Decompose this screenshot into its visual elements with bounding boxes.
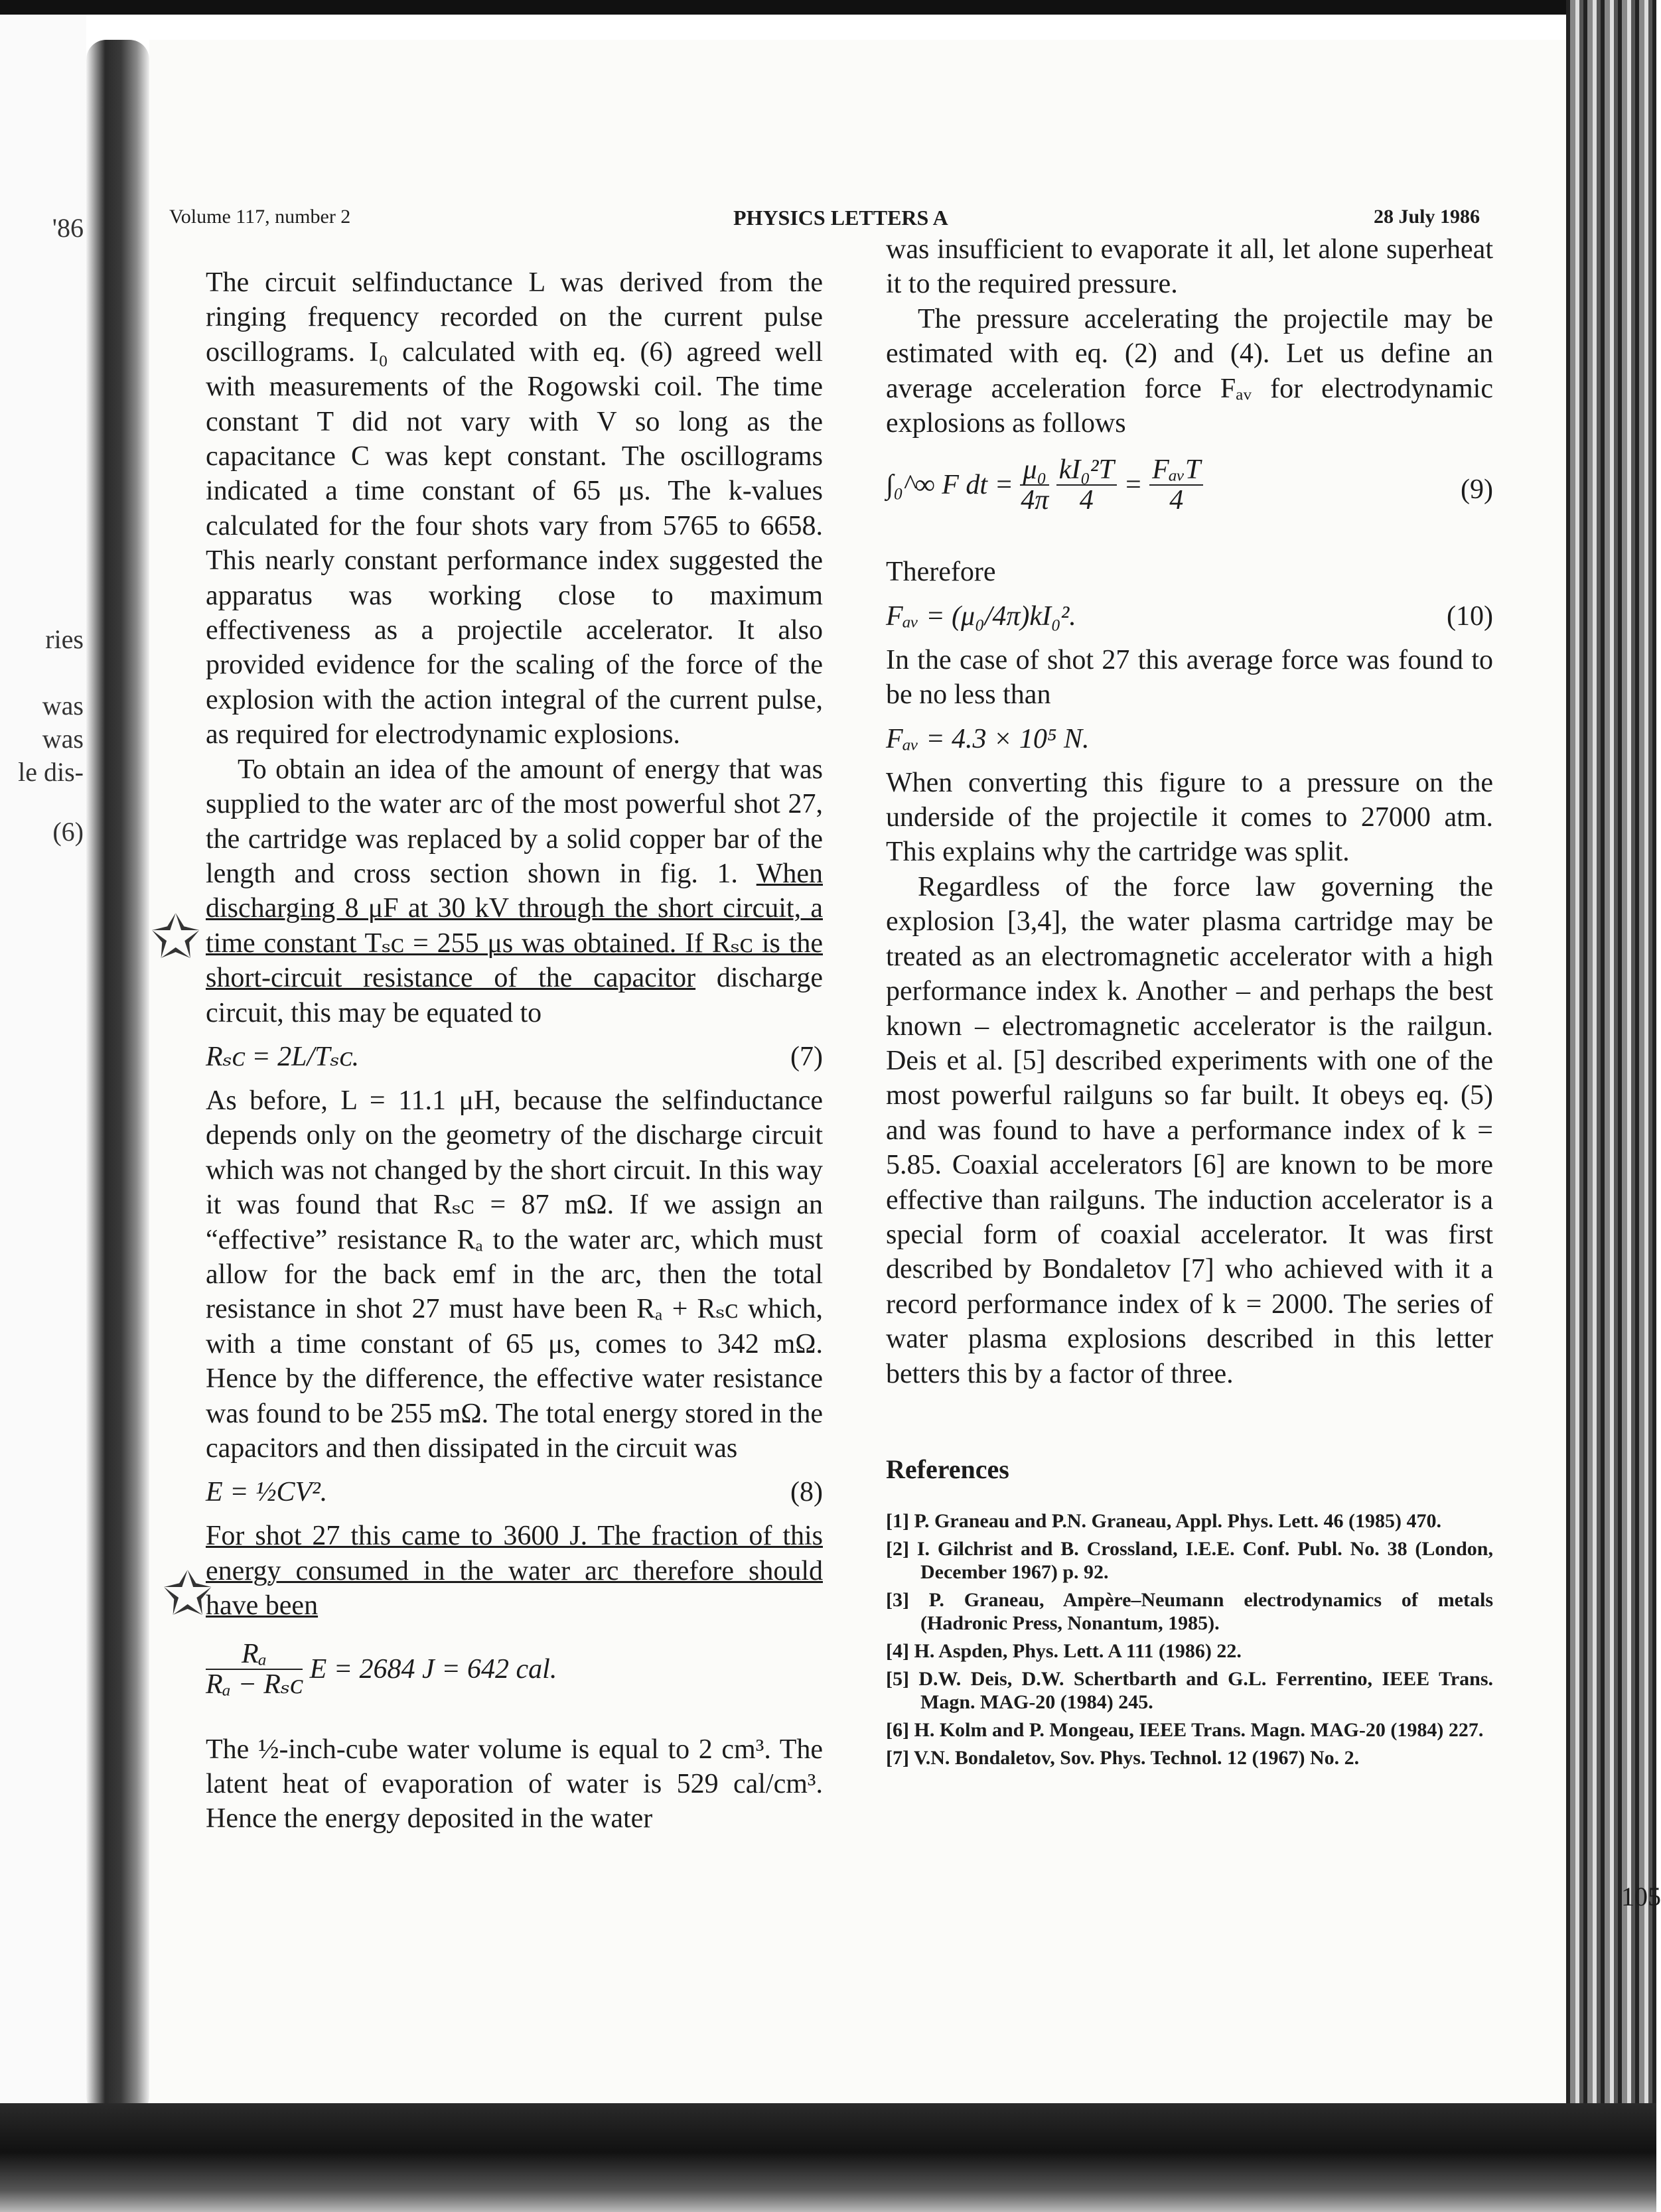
equation-fraction bbox=[206, 1624, 823, 1732]
reference-item: [6] H. Kolm and P. Mongeau, IEEE Trans. Magn. MAG-20 (1984) 227. bbox=[886, 1719, 1484, 1742]
header-journal: PHYSICS LETTERS A bbox=[733, 206, 948, 230]
reference-item: [4] H. Aspden, Phys. Lett. A 111 (1986) 22. bbox=[886, 1640, 1242, 1663]
equation-number: (10) bbox=[1447, 600, 1493, 632]
paragraph: As before, L = 11.1 μH, because the selfinductance depends only on the geometry of the discharge circuit which was not changed by the short circuit. In this way it was found that Rₛᴄ = 87 mΩ. If we assign an “effective” resistance Rₐ to the water arc, which must allow for the back emf in the arc, then the total resistance in shot 27 must have been Rₐ + Rₛᴄ which, with a time constant of 65 μs, comes to 342 mΩ. Hence by the difference, the effective water resistance was found to be 255 mΩ. The total energy stored in the capacitors and then dissipated in the circuit was bbox=[206, 1085, 823, 1464]
paragraph: Regardless of the force law governing the explosion [3,4], the water plasma cartridge may be treated as an electromagnetic accelerator with a high performance index k. Another – and perhaps the best known – electromagnetic accelerator is the railgun. Deis et al. [5] described experiments with one of the most powerful railguns so far built. It obeys eq. (5) and was found to have a performance index of k = 5.85. Coaxial accelerators [6] are known to be more effective than railguns. The induction accelerator is a special form of coaxial accelerator. It was first described by Bondaletov [7] who achieved with it a record performance index of k = 2000. The series of water plasma explosions described in this letter betters this by a factor of three. bbox=[886, 871, 1493, 1389]
paragraph: The pressure accelerating the projectile may be estimated with eq. (2) and (4). Let us define an average acceleration force Fₐᵥ for electrodynamic explosions as follows bbox=[886, 303, 1493, 439]
text-run: discharge circuit, this may be equated to bbox=[206, 963, 824, 1028]
references-list bbox=[886, 1509, 1493, 1769]
paragraph bbox=[206, 1519, 823, 1623]
fraction-numerator: μ₀ bbox=[1020, 455, 1049, 486]
fraction-numerator: kI₀²T bbox=[1056, 455, 1117, 486]
scan-binding-left bbox=[86, 40, 149, 2116]
equation-9 bbox=[886, 441, 1493, 555]
fraction-denominator: 4π bbox=[1021, 485, 1049, 516]
prev-page-fragment: '86 bbox=[52, 213, 84, 243]
scan-binding-right bbox=[1566, 0, 1656, 2116]
equation-force bbox=[886, 713, 1493, 766]
equation-10 bbox=[886, 590, 1493, 643]
previous-page-edge bbox=[0, 0, 86, 2212]
paragraph: In the case of shot 27 this average force was found to be no less than bbox=[886, 644, 1493, 711]
paragraph: The circuit selfinductance L was derived from the ringing frequency recorded on the current pulse oscillograms. I₀ calculated with eq. (6) agreed well with measurements of the Rogowski coil. The time constant T did not vary with V so long as the capacitance C was kept constant. The oscillograms indicated a time constant of 65 μs. The k-values calculated for the four shots vary from 5765 to 6658. This nearly constant performance index suggested the apparatus was working close to maximum effectiveness as a projectile accelerator. It also provided evidence for the scaling of the force of the explosion with the action integral of the current pulse, as required for electrodynamic explosions. bbox=[206, 267, 823, 750]
paragraph bbox=[206, 752, 823, 1030]
scan-bottom-edge bbox=[0, 2103, 1656, 2212]
reference-item: [1] P. Graneau and P.N. Graneau, Appl. Phys. Lett. 46 (1985) 470. bbox=[886, 1510, 1442, 1533]
underlined-text: For shot 27 this came to 3600 J. The fraction of this energy consumed in the water arc therefore should have been bbox=[206, 1521, 823, 1622]
text-run: To obtain an idea of the amount of energy that was supplied to the water arc of the most powerful shot 27, the cartridge was replaced by a solid copper bar of the length and cross section shown in fig. 1. bbox=[206, 754, 823, 889]
reference-item: [5] D.W. Deis, D.W. Schertbarth and G.L. Ferrentino, IEEE Trans. Magn. MAG-20 (1984) 245. bbox=[886, 1668, 1493, 1714]
paragraph: When converting this figure to a pressure on the underside of the projectile it comes to 27000 atm. This explains why the cartridge was split. bbox=[886, 767, 1493, 868]
equation-8 bbox=[206, 1466, 823, 1519]
paragraph: was insufficient to evaporate it all, let alone superheat it to the required pressure. bbox=[886, 234, 1493, 300]
fraction-denominator: Rₐ − Rₛᴄ bbox=[206, 1669, 303, 1700]
integral: ∫₀^∞ F dt = bbox=[886, 470, 1021, 501]
reference-item: [7] V.N. Bondaletov, Sov. Phys. Technol. 12 (1967) No. 2. bbox=[886, 1747, 1360, 1769]
fraction bbox=[1020, 455, 1049, 515]
fraction-denominator: 4 bbox=[1079, 485, 1094, 516]
scan-top-edge bbox=[0, 0, 1656, 15]
equals-sign: = bbox=[1123, 470, 1143, 501]
page-number: 105 bbox=[1621, 1882, 1661, 1911]
underlined-text: When discharging 8 μF at 30 kV through the short circuit, a time constant Tₛᴄ = 255 μs was obtained. If Rₛᴄ is the short-circuit resistance of the capacitor bbox=[206, 858, 823, 994]
prev-page-fragment: le dis- bbox=[18, 757, 84, 787]
prev-page-fragment: ries bbox=[45, 624, 84, 654]
prev-page-fragment: was bbox=[42, 691, 84, 721]
reference-item: [3] P. Graneau, Ampère–Neumann electrodynamics of metals (Hadronic Press, Nonantum, 1985). bbox=[886, 1589, 1493, 1635]
journal-page bbox=[149, 40, 1661, 2103]
fraction-numerator: Rₐ bbox=[206, 1639, 303, 1670]
equation-text: Fₐᵥ = 4.3 × 10⁵ N. bbox=[886, 723, 1090, 754]
equation-text: E = 2684 J = 642 cal. bbox=[309, 1653, 557, 1685]
equation-text: E = ½CV². bbox=[206, 1477, 328, 1508]
paragraph: Therefore bbox=[886, 557, 996, 588]
margin-star-mark: ✩ bbox=[163, 1562, 213, 1627]
paragraph: The ½-inch-cube water volume is equal to 2 cm³. The latent heat of evaporation of water is 529 cal/cm³. Hence the energy deposited in the water bbox=[206, 1734, 823, 1834]
reference-item: [2] I. Gilchrist and B. Crossland, I.E.E. Conf. Publ. No. 38 (London, December 1967) p. 92. bbox=[886, 1538, 1493, 1584]
prev-page-fragment: (6) bbox=[52, 817, 84, 847]
references-heading: References bbox=[886, 1454, 1009, 1484]
prev-page-fragment: was bbox=[42, 724, 84, 754]
header-date: 28 July 1986 bbox=[1374, 206, 1480, 228]
fraction-numerator: FₐᵥT bbox=[1149, 455, 1203, 486]
equation-number: (8) bbox=[790, 1477, 823, 1508]
left-column bbox=[206, 265, 823, 1836]
margin-star-mark: ✩ bbox=[151, 905, 201, 971]
equation-text: Fₐᵥ = (μ₀/4π)kI₀². bbox=[886, 600, 1076, 632]
fraction bbox=[1149, 455, 1203, 515]
right-column bbox=[886, 232, 1493, 1774]
equation-number: (7) bbox=[790, 1041, 823, 1072]
fraction bbox=[1056, 455, 1117, 515]
fraction-denominator: 4 bbox=[1169, 485, 1184, 516]
equation-7 bbox=[206, 1030, 823, 1083]
equation-number: (9) bbox=[1461, 474, 1493, 506]
fraction bbox=[206, 1639, 303, 1699]
header-volume: Volume 117, number 2 bbox=[169, 206, 351, 228]
equation-text: Rₛᴄ = 2L/Tₛᴄ. bbox=[206, 1041, 360, 1072]
